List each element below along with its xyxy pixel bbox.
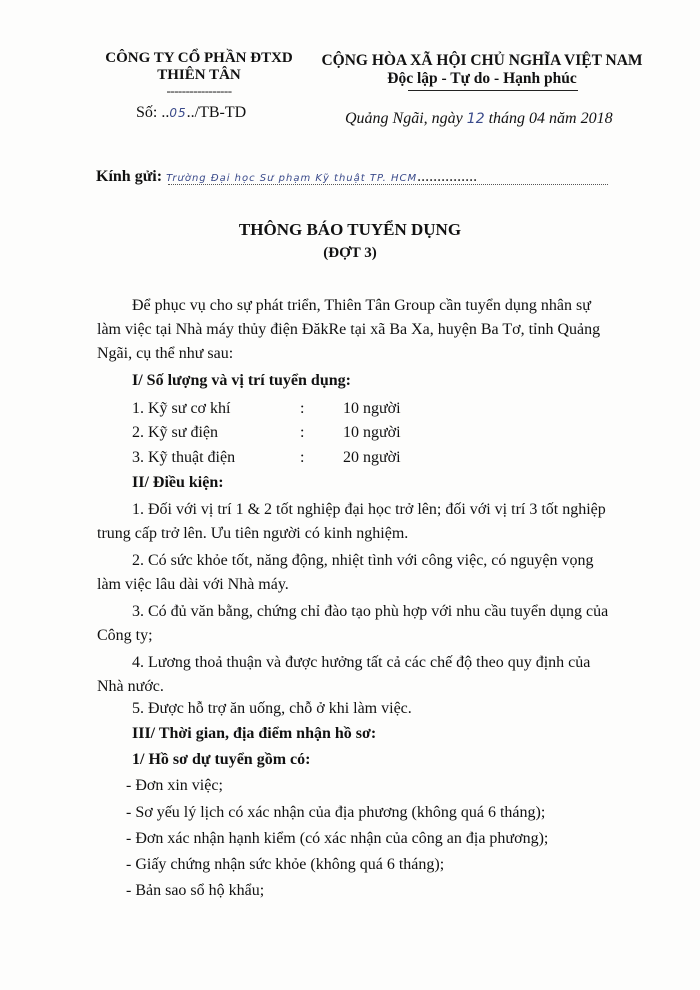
company-name-line2: THIÊN TÂN	[157, 67, 241, 83]
condition-2-line1: 2. Có sức khỏe tốt, năng động, nhiệt tình với công việc, có nguyện vọng	[132, 552, 594, 569]
company-dashes: -----------------	[166, 83, 232, 98]
condition-3-line2: Công ty;	[97, 627, 153, 644]
document-number	[136, 104, 246, 122]
position-3-name: 3. Kỹ thuật điện	[132, 449, 236, 466]
notice-title: THÔNG BÁO TUYỂN DỤNG	[238, 220, 462, 239]
position-2-name: 2. Kỹ sư điện	[132, 424, 218, 441]
republic-title: CỘNG HÒA XÃ HỘI CHỦ NGHĨA VIỆT NAM	[321, 52, 643, 69]
recipient-label: Kính gửi:	[96, 168, 163, 185]
position-1-count: 10 người	[343, 400, 401, 417]
position-3-colon: :	[300, 449, 305, 466]
section2-heading: II/ Điều kiện:	[132, 474, 224, 491]
condition-3-line1: 3. Có đủ văn bằng, chứng chỉ đào tạo phù hợp với nhu cầu tuyển dụng của	[132, 603, 609, 620]
required-doc-1: - Đơn xin việc;	[126, 777, 223, 794]
section1-heading: I/ Số lượng và vị trí tuyển dụng:	[132, 372, 351, 389]
recipient-handwritten: Trường Đại học Sư phạm Kỹ thuật TP. HCM	[166, 173, 418, 184]
position-1-name: 1. Kỹ sư cơ khí	[132, 400, 231, 417]
doc-number-handwritten: 05	[169, 106, 187, 120]
recipient-underdots	[168, 170, 608, 185]
condition-5: 5. Được hỗ trợ ăn uống, chỗ ở khi làm việc.	[132, 700, 412, 717]
condition-1-line1: 1. Đối với vị trí 1 & 2 tốt nghiệp đại học trở lên; đối với vị trí 3 tốt nghiệp	[132, 501, 606, 518]
condition-4-line2: Nhà nước.	[97, 678, 164, 695]
doc-number-prefix: Số: ..	[136, 104, 170, 121]
required-doc-3: - Đơn xác nhận hạnh kiểm (có xác nhận của công an địa phương);	[126, 830, 549, 847]
required-doc-2: - Sơ yếu lý lịch có xác nhận của địa phương (không quá 6 tháng);	[126, 804, 546, 821]
motto: Độc lập - Tự do - Hạnh phúc	[387, 70, 577, 87]
motto-underline	[408, 90, 578, 91]
date-day-handwritten: 12	[466, 111, 485, 127]
required-doc-5: - Bản sao sổ hộ khẩu;	[126, 882, 265, 899]
position-3-count: 20 người	[343, 449, 401, 466]
section3-subheading: 1/ Hồ sơ dự tuyển gồm có:	[132, 751, 311, 768]
section3-heading: III/ Thời gian, địa điểm nhận hồ sơ:	[132, 725, 377, 742]
date-prefix: Quảng Ngãi, ngày	[345, 110, 463, 127]
recipient-dots: ...............	[417, 168, 478, 185]
doc-number-suffix: ../TB-TD	[186, 104, 247, 121]
intro-line2: làm việc tại Nhà máy thủy điện ĐăkRe tại xã Ba Xa, huyện Ba Tơ, tỉnh Quảng	[97, 321, 601, 338]
condition-4-line1: 4. Lương thoả thuận và được hưởng tất cả các chế độ theo quy định của	[132, 654, 591, 671]
position-2-count: 10 người	[343, 424, 401, 441]
intro-line1: Để phục vụ cho sự phát triển, Thiên Tân Group cần tuyển dụng nhân sự	[132, 297, 591, 314]
issue-date	[345, 110, 613, 128]
date-suffix: tháng 04 năm 2018	[488, 110, 613, 127]
condition-2-line2: làm việc lâu dài với Nhà máy.	[97, 576, 289, 593]
position-2-colon: :	[300, 424, 305, 441]
required-doc-4: - Giấy chứng nhận sức khỏe (không quá 6 tháng);	[126, 856, 445, 873]
intro-line3: Ngãi, cụ thể như sau:	[97, 345, 234, 362]
company-name-line1: CÔNG TY CỔ PHẦN ĐTXD	[105, 50, 293, 66]
condition-1-line2: trung cấp trở lên. Ưu tiên người có kinh nghiệm.	[97, 525, 409, 542]
notice-subtitle: (ĐỢT 3)	[323, 245, 377, 261]
position-1-colon: :	[300, 400, 305, 417]
